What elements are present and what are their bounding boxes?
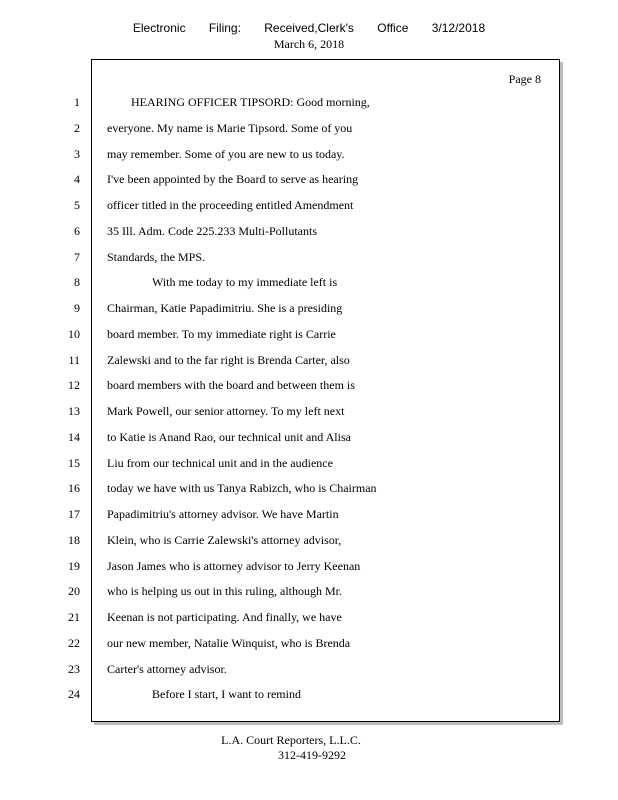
line-text: With me today to my immediate left is xyxy=(152,275,338,290)
transcript-line xyxy=(0,456,618,476)
stamp-word: Filing: xyxy=(208,21,241,35)
line-number: 20 xyxy=(68,584,80,599)
transcript-line xyxy=(0,610,618,630)
transcript-line xyxy=(0,662,618,682)
line-number: 10 xyxy=(68,326,80,341)
stamp-word: Electronic xyxy=(132,21,186,35)
line-text: Chairman, Katie Papadimitriu. She is a presiding xyxy=(107,301,343,315)
footer-phone: 312-419-9292 xyxy=(278,748,346,762)
page-number: Page 8 xyxy=(508,72,541,86)
line-number: 19 xyxy=(68,558,80,573)
line-number: 6 xyxy=(74,223,80,238)
electronic-filing-stamp xyxy=(0,21,618,35)
line-text: Klein, who is Carrie Zalewski's attorney advisor, xyxy=(107,532,342,547)
line-text: officer titled in the proceeding entitled Amendment xyxy=(107,198,354,212)
line-text: board members with the board and between them is xyxy=(107,378,355,393)
line-text: Zalewski and to the far right is Brenda Carter, also xyxy=(107,352,350,367)
line-number: 14 xyxy=(68,429,80,444)
line-number: 3 xyxy=(74,146,80,161)
line-number: 4 xyxy=(74,172,80,187)
stamp-word: Received,Clerk's xyxy=(264,21,354,35)
line-number: 11 xyxy=(68,352,80,367)
line-number: 13 xyxy=(68,404,80,418)
transcript-line xyxy=(0,275,618,295)
transcript-line xyxy=(0,147,618,167)
footer-company: L.A. Court Reporters, L.L.C. xyxy=(221,733,361,747)
transcript-line xyxy=(0,95,618,115)
stamp-word: Office xyxy=(377,21,409,35)
transcript-line xyxy=(0,533,618,553)
transcript-line xyxy=(0,687,618,707)
line-number: 24 xyxy=(68,687,80,702)
transcript-line xyxy=(0,378,618,398)
transcript-line xyxy=(0,172,618,192)
line-text: our new member, Natalie Winquist, who is Brenda xyxy=(107,635,351,650)
line-number: 12 xyxy=(68,378,80,393)
line-number: 17 xyxy=(68,507,80,521)
line-text: who is helping us out in this ruling, although Mr. xyxy=(107,584,343,599)
line-text: Jason James who is attorney advisor to Jerry Keenan xyxy=(107,558,361,573)
transcript-line xyxy=(0,430,618,450)
line-text: Mark Powell, our senior attorney. To my left next xyxy=(107,404,345,418)
line-number: 5 xyxy=(74,198,80,212)
line-text: may remember. Some of you are new to us today. xyxy=(107,146,345,161)
transcript-line xyxy=(0,353,618,373)
transcript-line xyxy=(0,198,618,218)
stamp-word: 3/12/2018 xyxy=(431,21,486,35)
transcript-line xyxy=(0,559,618,579)
line-number: 7 xyxy=(74,249,80,264)
line-number: 16 xyxy=(68,481,80,496)
line-text: I've been appointed by the Board to serve as hearing xyxy=(107,172,359,187)
hearing-date: March 6, 2018 xyxy=(273,37,345,51)
transcript-line xyxy=(0,404,618,424)
line-text: Keenan is not participating. And finally, we have xyxy=(107,610,342,624)
line-text: today we have with us Tanya Rabizch, who is Chairman xyxy=(107,481,377,496)
line-number: 21 xyxy=(68,610,80,624)
line-text: HEARING OFFICER TIPSORD: Good morning, xyxy=(131,95,370,109)
line-text: everyone. My name is Marie Tipsord. Some of you xyxy=(107,120,353,135)
transcript-line xyxy=(0,584,618,604)
line-text: Standards, the MPS. xyxy=(107,249,206,264)
line-number: 9 xyxy=(74,301,80,315)
transcript-line xyxy=(0,250,618,270)
line-number: 23 xyxy=(68,661,80,676)
transcript-line xyxy=(0,481,618,501)
line-text: board member. To my immediate right is Carrie xyxy=(107,326,336,341)
line-number: 2 xyxy=(74,120,80,135)
line-number: 15 xyxy=(68,455,80,470)
line-number: 8 xyxy=(74,275,80,290)
line-text: 35 Ill. Adm. Code 225.233 Multi-Pollutants xyxy=(107,223,318,238)
transcript-line xyxy=(0,224,618,244)
transcript-line xyxy=(0,327,618,347)
transcript-line xyxy=(0,301,618,321)
line-number: 18 xyxy=(68,532,80,547)
line-text: to Katie is Anand Rao, our technical unit and Alisa xyxy=(107,429,351,444)
transcript-line xyxy=(0,121,618,141)
line-text: Before I start, I want to remind xyxy=(152,687,301,702)
line-number: 22 xyxy=(68,635,80,650)
transcript-line xyxy=(0,507,618,527)
line-text: Carter's attorney advisor. xyxy=(107,661,227,676)
line-text: Papadimitriu's attorney advisor. We have Martin xyxy=(107,507,339,521)
line-text: Liu from our technical unit and in the audience xyxy=(107,455,333,470)
transcript-line xyxy=(0,636,618,656)
line-number: 1 xyxy=(74,95,80,109)
